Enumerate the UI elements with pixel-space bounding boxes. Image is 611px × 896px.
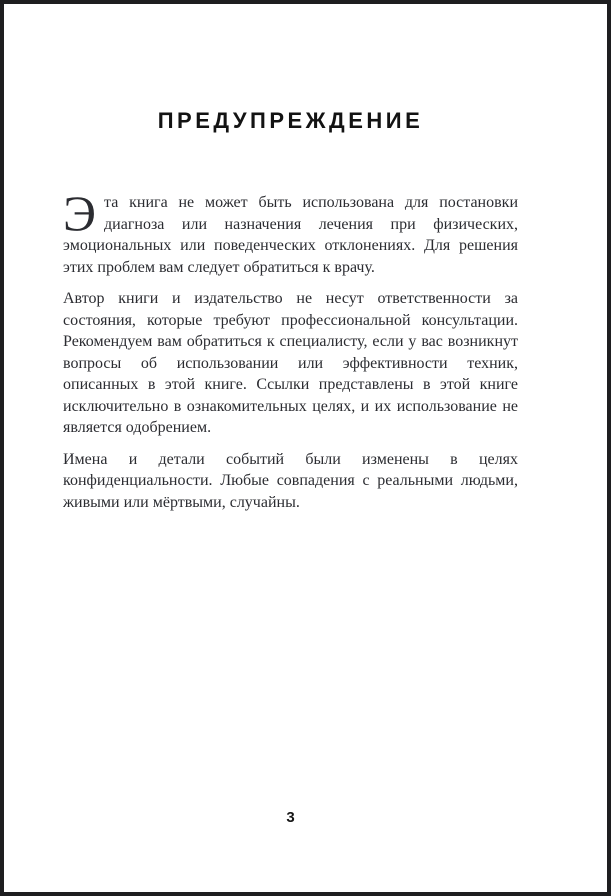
chapter-title: ПРЕДУПРЕЖДЕНИЕ bbox=[157, 108, 424, 133]
page-number: 3 bbox=[286, 809, 295, 826]
text-column bbox=[63, 108, 518, 513]
paragraph-disclaimer-names: Имена и детали событий были изменены в целях конфиденциальности. Любые совпадения с реальными людьми, живыми или мёртвыми, случайны. bbox=[63, 450, 518, 511]
paragraph-disclaimer-liability: Автор книги и издательство не несут ответственности за состояния, которые требуют профессиональной консультации. Рекомендуем вам обратиться к специалисту, если у вас возникнут вопросы об использовании или эффективности техник, описанных в этой книге. Ссылки представлены в этой книге исключительно в ознакомительных целях, и их использование не является одобрением. bbox=[63, 290, 518, 436]
paragraph-disclaimer-medical: Эта книга не может быть использована для постановки диагноза или назначения лечения при физических, эмоциональных или поведенческих отклонениях. Для решения этих проблем вам следует обратиться к врачу. bbox=[63, 185, 518, 276]
